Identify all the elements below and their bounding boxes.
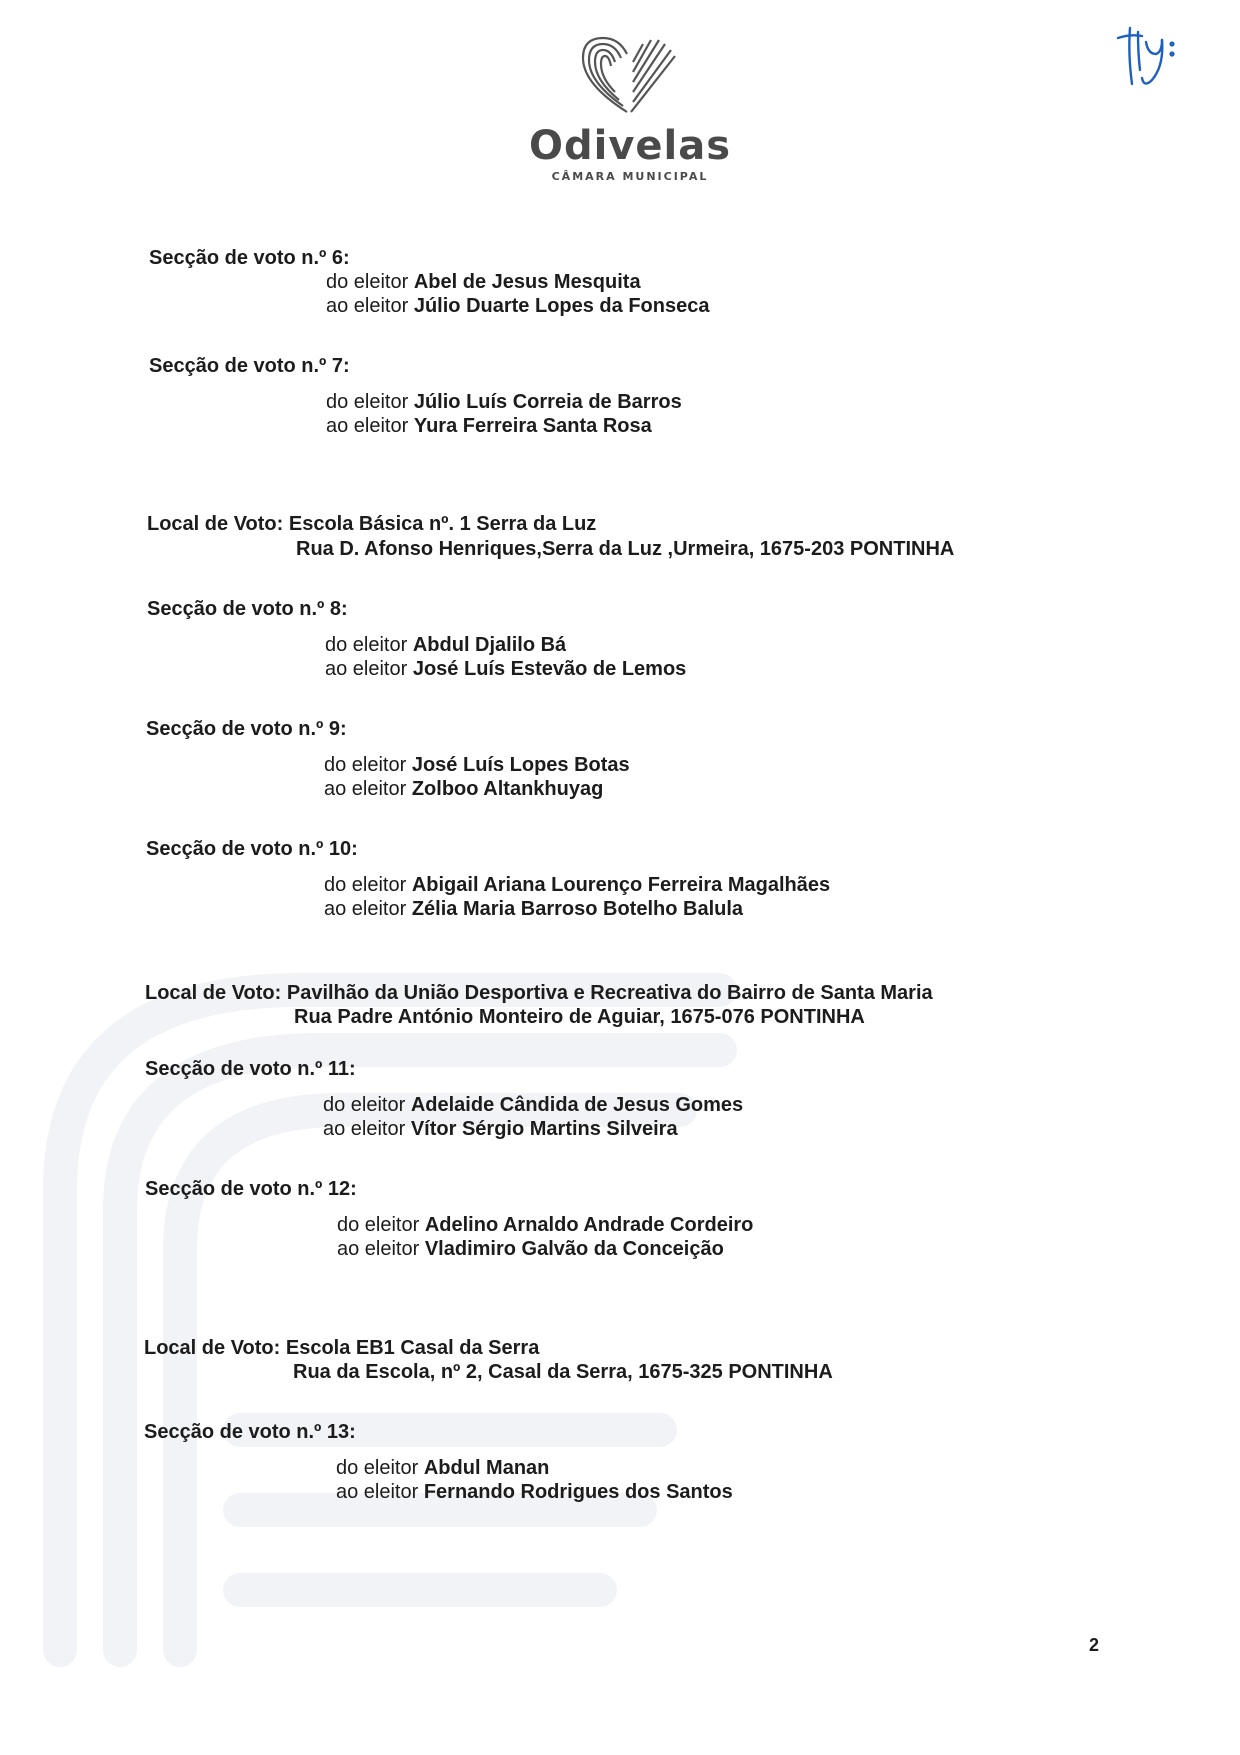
org-name: Odivelas xyxy=(528,123,732,169)
from-voter-line: do eleitor Abdul Djalilo Bá xyxy=(325,634,567,656)
from-voter-name: Abigail Ariana Lourenço Ferreira Magalhães xyxy=(411,874,831,896)
from-voter-line: do eleitor José Luís Lopes Botas xyxy=(324,754,630,776)
location-address: Rua da Escola, nº 2, Casal da Serra, 1675-325 PONTINHA xyxy=(293,1361,833,1383)
from-voter-line: do eleitor Adelaide Cândida de Jesus Gomes xyxy=(323,1094,744,1116)
location-name: Escola Básica nº. 1 Serra da Luz xyxy=(288,513,597,535)
signature-initials xyxy=(1112,14,1192,94)
section-title: Secção de voto n.º 12: xyxy=(145,1178,357,1200)
odivelas-logo xyxy=(520,32,740,192)
from-voter-line: do eleitor Abel de Jesus Mesquita xyxy=(326,271,641,293)
to-voter-line: ao eleitor Zolboo Altankhuyag xyxy=(324,778,604,800)
to-voter-name: Vítor Sérgio Martins Silveira xyxy=(410,1118,678,1140)
from-voter-name: Abdul Manan xyxy=(423,1457,550,1479)
to-voter-line: ao eleitor Fernando Rodrigues dos Santos xyxy=(336,1481,733,1503)
to-voter-line: ao eleitor José Luís Estevão de Lemos xyxy=(325,658,687,680)
to-voter-name: Júlio Duarte Lopes da Fonseca xyxy=(413,295,710,317)
from-voter-name: Abdul Djalilo Bá xyxy=(412,634,567,656)
section-title: Secção de voto n.º 11: xyxy=(145,1058,356,1080)
from-voter-line: do eleitor Júlio Luís Correia de Barros xyxy=(326,391,682,413)
to-voter-line: ao eleitor Júlio Duarte Lopes da Fonseca xyxy=(326,295,710,317)
heart-logo-icon xyxy=(575,32,685,118)
to-voter-line: ao eleitor Vítor Sérgio Martins Silveira xyxy=(323,1118,678,1140)
to-voter-line: ao eleitor Vladimiro Galvão da Conceição xyxy=(337,1238,724,1260)
to-voter-name: Yura Ferreira Santa Rosa xyxy=(413,415,652,437)
section-title: Secção de voto n.º 9: xyxy=(146,718,347,740)
to-voter-name: Zélia Maria Barroso Botelho Balula xyxy=(411,898,744,920)
from-voter-line: do eleitor Abigail Ariana Lourenço Ferreira Magalhães xyxy=(324,874,831,896)
org-subtitle: CÂMARA MUNICIPAL xyxy=(551,170,709,183)
to-voter-name: Fernando Rodrigues dos Santos xyxy=(423,1481,733,1503)
to-voter-line: ao eleitor Zélia Maria Barroso Botelho Balula xyxy=(324,898,744,920)
from-voter-name: Júlio Luís Correia de Barros xyxy=(413,391,682,413)
section-title: Secção de voto n.º 8: xyxy=(147,598,348,620)
location-name: Escola EB1 Casal da Serra xyxy=(285,1337,540,1359)
to-voter-name: Vladimiro Galvão da Conceição xyxy=(424,1238,724,1260)
section-title: Secção de voto n.º 10: xyxy=(146,838,358,860)
location-address: Rua D. Afonso Henriques,Serra da Luz ,Urmeira, 1675-203 PONTINHA xyxy=(296,538,955,560)
to-voter-name: Zolboo Altankhuyag xyxy=(411,778,604,800)
location-address: Rua Padre António Monteiro de Aguiar, 1675-076 PONTINHA xyxy=(294,1006,865,1028)
section-title: Secção de voto n.º 6: xyxy=(149,247,350,269)
location-title: Local de Voto: Escola EB1 Casal da Serra xyxy=(144,1337,540,1359)
location-name: Pavilhão da União Desportiva e Recreativa do Bairro de Santa Maria xyxy=(286,982,933,1004)
to-voter-name: José Luís Estevão de Lemos xyxy=(412,658,687,680)
from-voter-name: Adelaide Cândida de Jesus Gomes xyxy=(410,1094,744,1116)
from-voter-line: do eleitor Abdul Manan xyxy=(336,1457,550,1479)
to-voter-line: ao eleitor Yura Ferreira Santa Rosa xyxy=(326,415,652,437)
section-title: Secção de voto n.º 13: xyxy=(144,1421,356,1443)
from-voter-name: Adelino Arnaldo Andrade Cordeiro xyxy=(424,1214,754,1236)
from-voter-name: José Luís Lopes Botas xyxy=(411,754,630,776)
location-title: Local de Voto: Escola Básica nº. 1 Serra da Luz xyxy=(147,513,597,535)
page-number: 2 xyxy=(1089,1635,1100,1655)
location-title: Local de Voto: Pavilhão da União Desportiva e Recreativa do Bairro de Santa Maria xyxy=(145,982,933,1004)
from-voter-line: do eleitor Adelino Arnaldo Andrade Cordeiro xyxy=(337,1214,754,1236)
from-voter-name: Abel de Jesus Mesquita xyxy=(413,271,641,293)
section-title: Secção de voto n.º 7: xyxy=(149,355,350,377)
